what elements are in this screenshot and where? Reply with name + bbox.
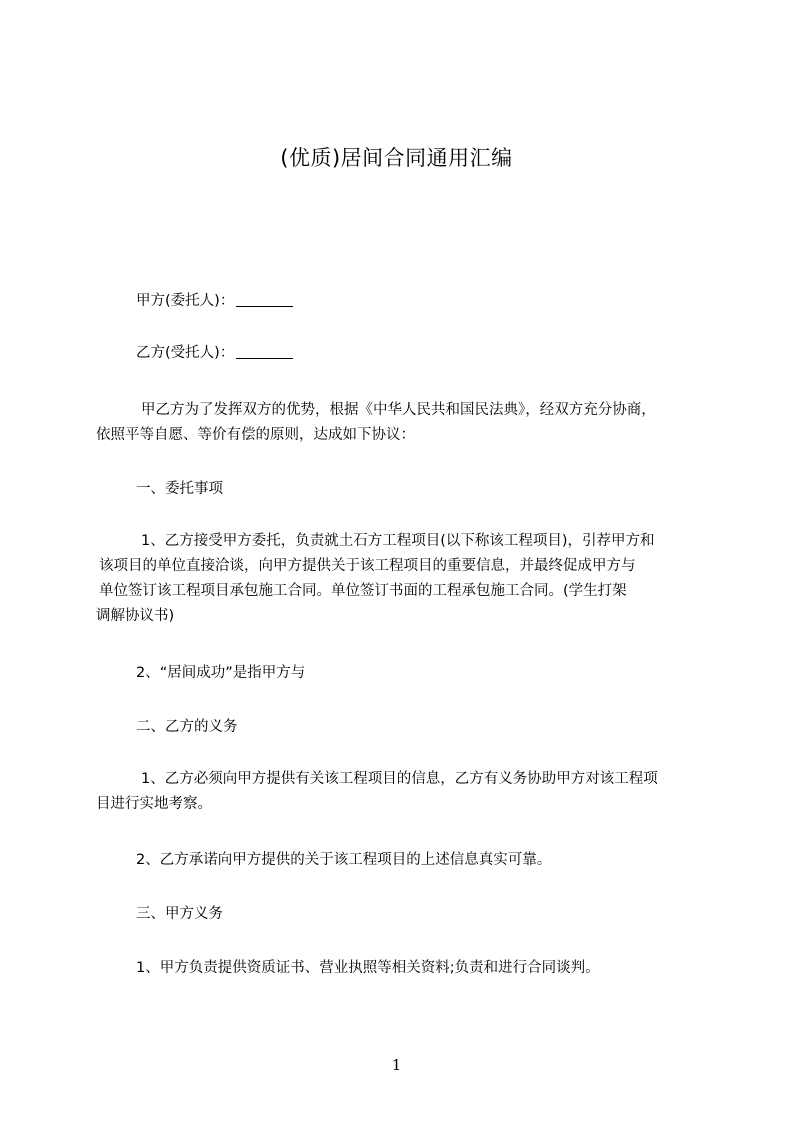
party-b-blank — [236, 344, 293, 359]
intro-line-1: 甲乙方为了发挥双方的优势，根据《中华人民共和国民法典》，经双方充分协商， — [141, 402, 656, 418]
party-b-line — [136, 341, 293, 366]
section-2-heading: 二、乙方的义务 — [136, 719, 238, 735]
party-a-blank — [236, 292, 293, 307]
section-2-item-1-line-1: 1、乙方必须向甲方提供有关该工程项目的信息，乙方有义务协助甲方对该工程项 — [141, 771, 658, 787]
section-2-item-2: 2、乙方承诺向甲方提供的关于该工程项目的上述信息真实可靠。 — [136, 852, 552, 868]
section-1-item-2: 2、“居间成功”是指甲方与 — [136, 665, 306, 681]
document-title: (优质)居间合同通用汇编 — [280, 146, 513, 170]
section-1-item-1-line-2: 该项目的单位直接洽谈，向甲方提供关于该工程项目的重要信息，并最终促成甲方与 — [99, 558, 636, 574]
section-1-heading: 一、委托事项 — [136, 481, 223, 497]
section-1-item-1-line-4: 调解协议书) — [96, 608, 175, 624]
page-number: 1 — [391, 1056, 402, 1074]
intro-line-2: 依照平等自愿、等价有偿的原则，达成如下协议： — [96, 427, 415, 443]
section-1-item-1-line-1: 1、乙方接受甲方委托，负责就土石方工程项目(以下称该工程项目)，引荐甲方和 — [141, 533, 655, 549]
section-2-item-1-line-2: 目进行实地考察。 — [96, 796, 212, 812]
party-b-label: 乙方(受托人)： — [136, 345, 235, 361]
section-3-heading: 三、甲方义务 — [136, 906, 223, 922]
party-a-line — [136, 289, 293, 314]
section-1-item-1-line-3: 单位签订该工程项目承包施工合同。单位签订书面的工程承包施工合同。(学生打架 — [99, 583, 627, 599]
section-3-item-1: 1、甲方负责提供资质证书、营业执照等相关资料;负责和进行合同谈判。 — [136, 960, 600, 976]
party-a-label: 甲方(委托人)： — [136, 293, 235, 309]
